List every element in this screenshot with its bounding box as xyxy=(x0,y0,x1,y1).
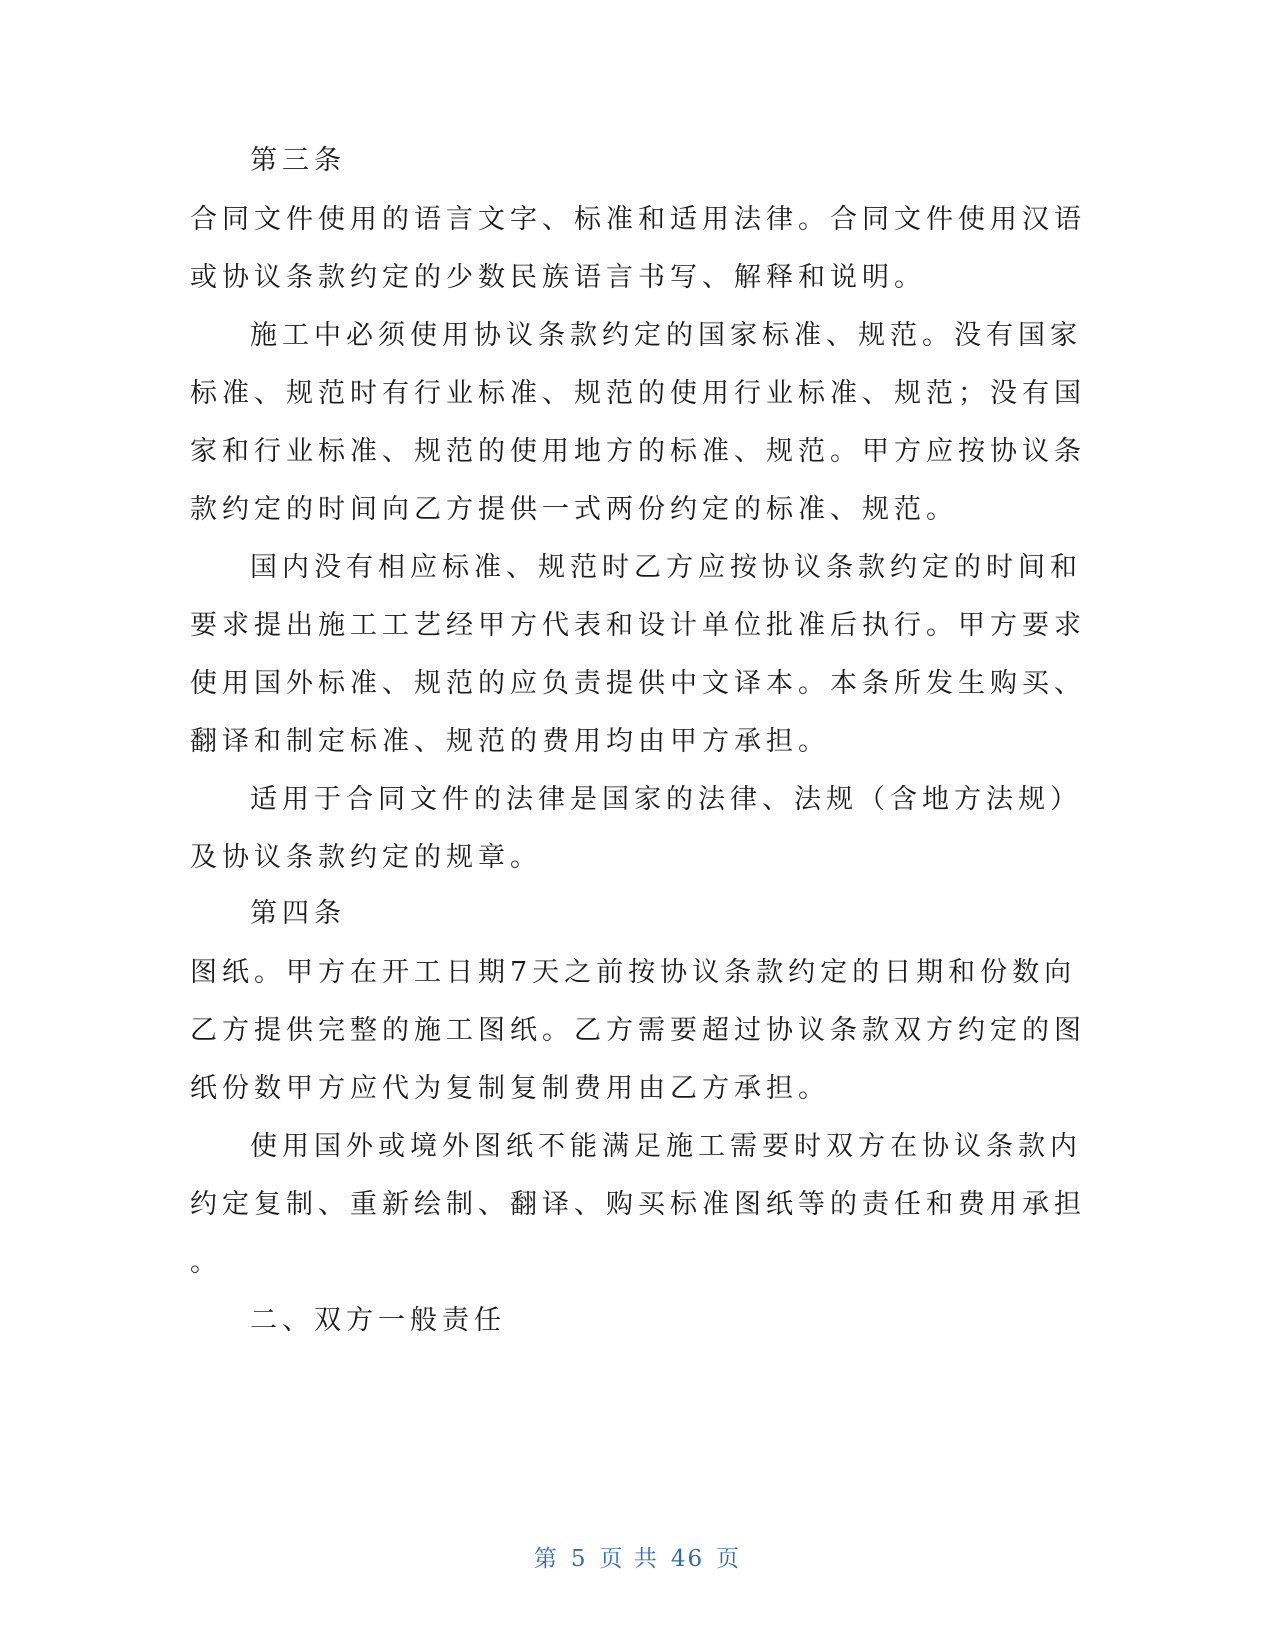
paragraph-line: 翻译和制定标准、规范的费用均由甲方承担。 xyxy=(190,726,830,757)
article-heading: 第三条 xyxy=(250,145,346,176)
paragraph-line: 图纸。甲方在开工日期7天之前按协议条款约定的日期和份数向 xyxy=(190,957,1077,988)
paragraph-line: 施工中必须使用协议条款约定的国家标准、规范。没有国家 xyxy=(250,320,1082,351)
footer-suffix: 页 xyxy=(716,1546,742,1572)
article-heading: 第四条 xyxy=(250,898,346,929)
paragraph-line: 及协议条款约定的规章。 xyxy=(190,842,542,873)
paragraph-line: 适用于合同文件的法律是国家的法律、法规（含地方法规） xyxy=(250,784,1082,815)
current-page-number: 5 xyxy=(570,1546,588,1572)
paragraph-line: 款约定的时间向乙方提供一式两份约定的标准、规范。 xyxy=(190,494,958,525)
paragraph-line: 。 xyxy=(190,1247,222,1278)
paragraph-line: 约定复制、重新绘制、翻译、购买标准图纸等的责任和费用承担 xyxy=(190,1189,1086,1220)
footer-prefix: 第 xyxy=(533,1546,559,1572)
page-footer xyxy=(0,1540,1275,1573)
paragraph-line: 国内没有相应标准、规范时乙方应按协议条款约定的时间和 xyxy=(250,552,1082,583)
paragraph-line: 或协议条款约定的少数民族语言书写、解释和说明。 xyxy=(190,262,926,293)
paragraph-line: 乙方提供完整的施工图纸。乙方需要超过协议条款双方约定的图 xyxy=(190,1015,1086,1046)
paragraph-line: 要求提出施工工艺经甲方代表和设计单位批准后执行。甲方要求 xyxy=(190,610,1086,641)
section-heading: 二、双方一般责任 xyxy=(250,1305,506,1336)
total-pages-number: 46 xyxy=(670,1546,705,1572)
paragraph-line: 纸份数甲方应代为复制复制费用由乙方承担。 xyxy=(190,1073,830,1104)
paragraph-line: 使用国外标准、规范的应负责提供中文译本。本条所发生购买、 xyxy=(190,668,1086,699)
paragraph-line: 使用国外或境外图纸不能满足施工需要时双方在协议条款内 xyxy=(250,1131,1082,1162)
footer-middle: 页 共 xyxy=(599,1546,659,1572)
paragraph-line: 标准、规范时有行业标准、规范的使用行业标准、规范；没有国 xyxy=(190,378,1086,409)
paragraph-line: 家和行业标准、规范的使用地方的标准、规范。甲方应按协议条 xyxy=(190,436,1086,467)
paragraph-line: 合同文件使用的语言文字、标准和适用法律。合同文件使用汉语 xyxy=(190,204,1086,235)
